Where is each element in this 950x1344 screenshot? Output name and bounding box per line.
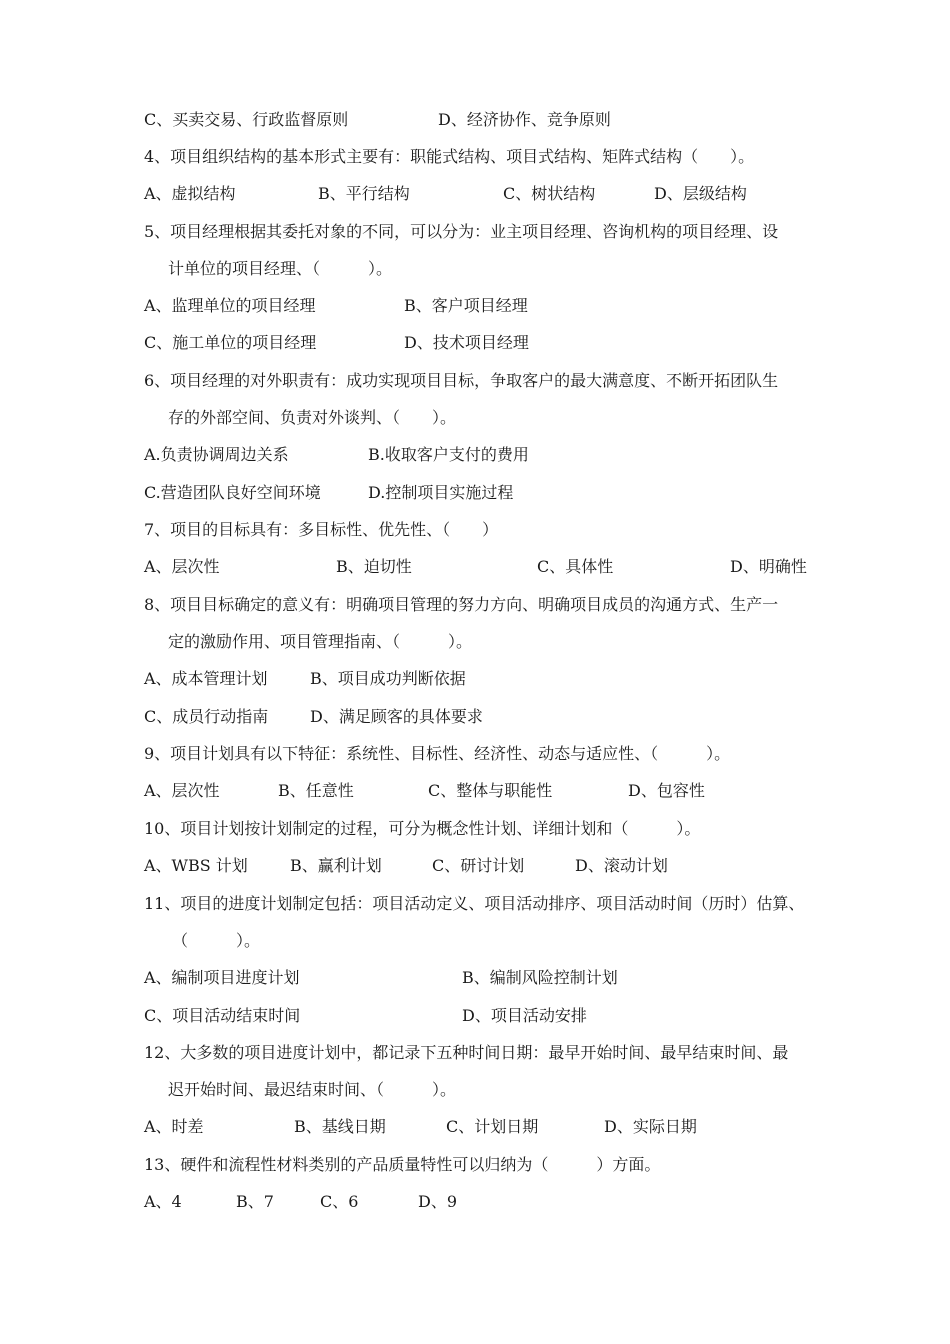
q9-option-a: A、层次性 (144, 781, 220, 800)
q12-stem-line1: 12、大多数的项目进度计划中，都记录下五种时间日期：最早开始时间、最早结束时间、最 (144, 1043, 789, 1062)
q6-stem-line1: 6、项目经理的对外职责有：成功实现项目目标，争取客户的最大满意度、不断开拓团队生 (144, 371, 779, 390)
q5-stem-line1: 5、项目经理根据其委托对象的不同，可以分为：业主项目经理、咨询机构的项目经理、设 (144, 222, 779, 241)
q4-option-c: C、树状结构 (503, 184, 596, 203)
q12-option-a: A、时差 (144, 1117, 204, 1136)
q12-stem-line2: 迟开始时间、最迟结束时间、（ ）。 (168, 1080, 457, 1099)
q13-option-d: D、9 (418, 1192, 458, 1211)
q10-option-b: B、赢利计划 (290, 856, 382, 875)
q11-option-d: D、项目活动安排 (462, 1006, 587, 1025)
q3-option-c: C、买卖交易、行政监督原则 (144, 110, 349, 129)
q8-option-d: D、满足顾客的具体要求 (310, 707, 483, 726)
q11-option-a: A、编制项目进度计划 (144, 968, 300, 987)
q6-option-d: D.控制项目实施过程 (368, 483, 514, 502)
q8-option-a: A、成本管理计划 (144, 669, 268, 688)
q5-option-d: D、技术项目经理 (404, 333, 529, 352)
q11-stem-line1: 11、项目的进度计划制定包括：项目活动定义、项目活动排序、项目活动时间（历时）估算、 (144, 894, 805, 913)
q7-option-d: D、明确性 (730, 557, 807, 576)
q7-option-b: B、迫切性 (336, 557, 412, 576)
q12-option-c: C、计划日期 (446, 1117, 539, 1136)
q13-option-a: A、4 (144, 1192, 182, 1211)
q5-option-b: B、客户项目经理 (404, 296, 528, 315)
q6-option-c: C.营造团队良好空间环境 (144, 483, 321, 502)
q7-option-a: A、层次性 (144, 557, 220, 576)
q10-stem: 10、项目计划按计划制定的过程，可分为概念性计划、详细计划和（ ）。 (144, 819, 701, 838)
q4-option-a: A、虚拟结构 (144, 184, 236, 203)
q3-option-d: D、经济协作、竞争原则 (438, 110, 611, 129)
q8-option-b: B、项目成功判断依据 (310, 669, 466, 688)
q8-option-c: C、成员行动指南 (144, 707, 269, 726)
q11-option-c: C、项目活动结束时间 (144, 1006, 301, 1025)
q4-option-d: D、层级结构 (654, 184, 747, 203)
q13-stem: 13、硬件和流程性材料类别的产品质量特性可以归纳为（ ）方面。 (144, 1155, 661, 1174)
q13-option-c: C、6 (320, 1192, 359, 1211)
q4-option-b: B、平行结构 (318, 184, 410, 203)
q9-option-d: D、包容性 (628, 781, 705, 800)
q10-option-a: A、WBS 计划 (144, 856, 248, 875)
q5-option-a: A、监理单位的项目经理 (144, 296, 316, 315)
q9-stem: 9、项目计划具有以下特征：系统性、目标性、经济性、动态与适应性、（ ）。 (144, 744, 731, 763)
q5-stem-line2: 计单位的项目经理、（ ）。 (168, 259, 393, 278)
q9-option-b: B、任意性 (278, 781, 354, 800)
q6-stem-line2: 存的外部空间、负责对外谈判、（ ）。 (168, 408, 457, 427)
q6-option-a: A.负责协调周边关系 (144, 445, 289, 464)
q5-option-c: C、施工单位的项目经理 (144, 333, 317, 352)
q10-option-c: C、研讨计划 (432, 856, 525, 875)
q12-option-b: B、基线日期 (294, 1117, 386, 1136)
q4-stem: 4、项目组织结构的基本形式主要有：职能式结构、项目式结构、矩阵式结构（ ）。 (144, 147, 755, 166)
q11-option-b: B、编制风险控制计划 (462, 968, 618, 987)
q10-option-d: D、滚动计划 (575, 856, 668, 875)
q7-option-c: C、具体性 (537, 557, 614, 576)
q9-option-c: C、整体与职能性 (428, 781, 553, 800)
q13-option-b: B、7 (236, 1192, 274, 1211)
q8-stem-line2: 定的激励作用、项目管理指南、（ ）。 (168, 632, 473, 651)
q11-stem-line2: （ ）。 (172, 931, 261, 950)
q12-option-d: D、实际日期 (604, 1117, 697, 1136)
q6-option-b: B.收取客户支付的费用 (368, 445, 529, 464)
q7-stem: 7、项目的目标具有：多目标性、优先性、（ ） (144, 520, 499, 539)
q8-stem-line1: 8、项目目标确定的意义有：明确项目管理的努力方向、明确项目成员的沟通方式、生产一 (144, 595, 779, 614)
